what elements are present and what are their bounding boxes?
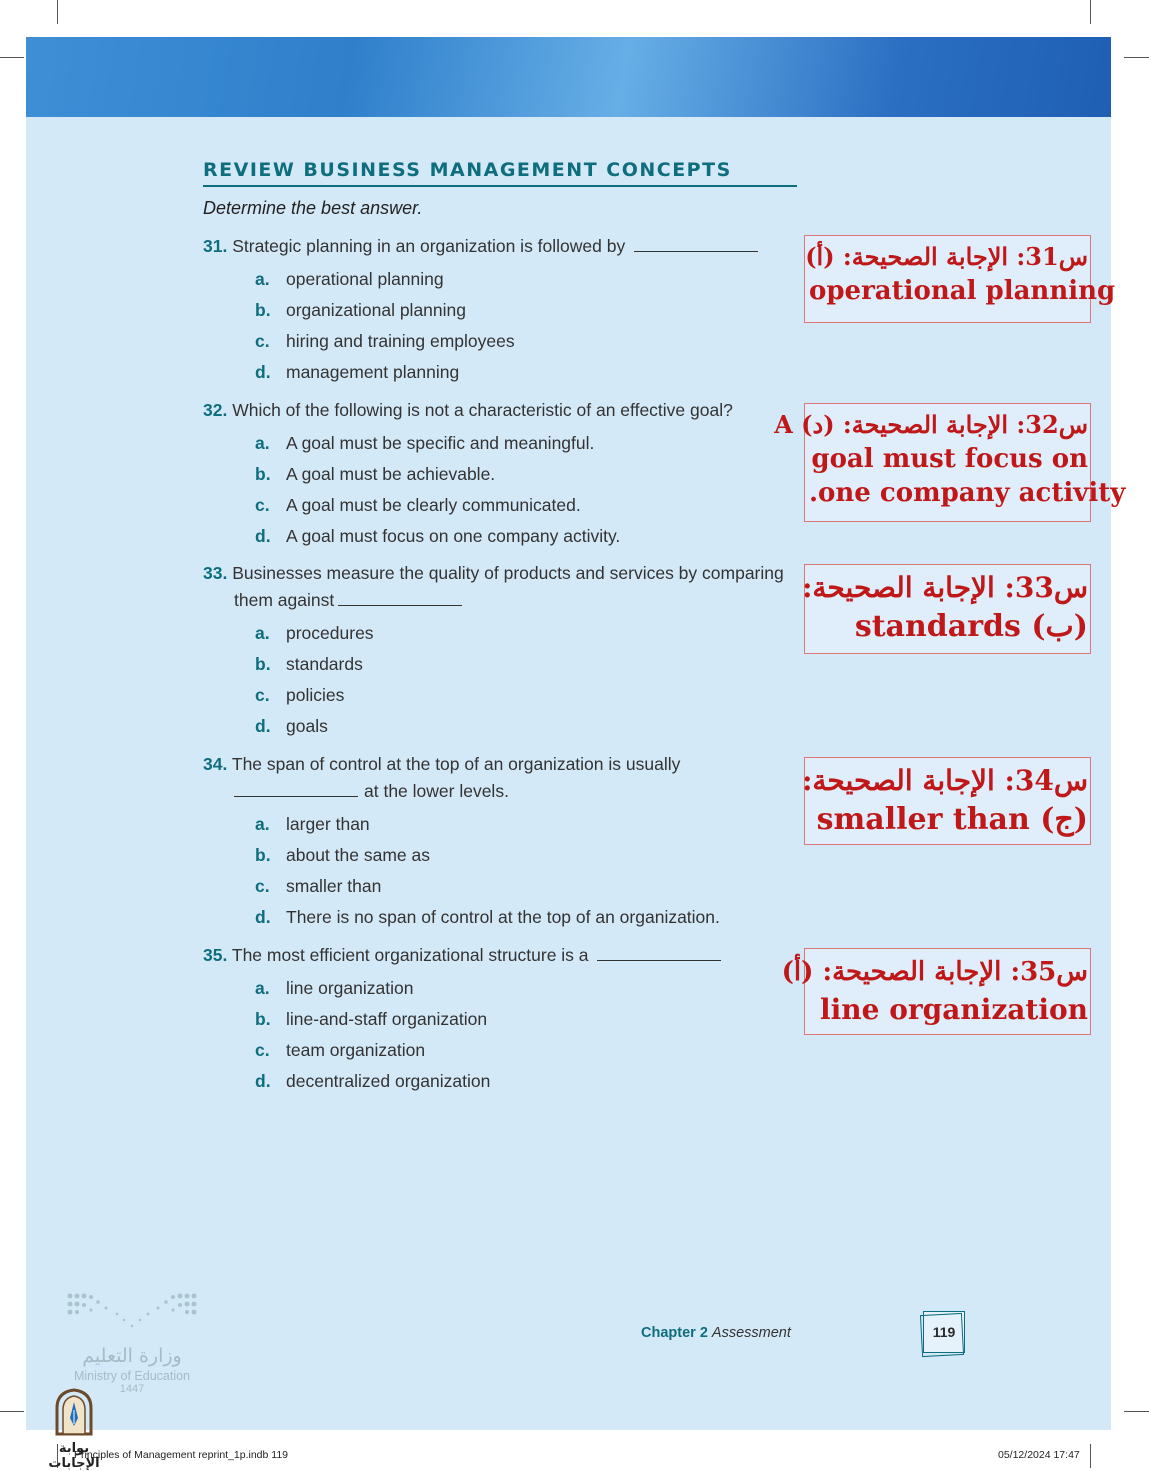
header-banner: [26, 37, 1111, 117]
option-a: a. operational planning: [255, 269, 444, 289]
option-list: [203, 428, 803, 552]
option-b: b. standards: [255, 654, 363, 674]
question-text: Businesses measure the quality of products and services by comparing: [232, 563, 784, 583]
option-c: c. policies: [255, 685, 345, 705]
question-35: [203, 942, 803, 1097]
option-b: b. organizational planning: [255, 300, 466, 320]
ministry-name-en: Ministry of Education: [73, 1369, 191, 1383]
footer-chapter: [641, 1325, 791, 1341]
question-number: 34.: [203, 754, 228, 774]
answer-text: standards (ب): [854, 609, 1088, 644]
answer-blank: [597, 946, 721, 961]
option-b: b. line-and-staff organization: [255, 1009, 488, 1029]
option-a: a. larger than: [255, 814, 370, 834]
answer-box-35: [781, 948, 1091, 1035]
instructions: Determine the best answer.: [203, 198, 423, 218]
ministry-name-ar: وزارة التعليم: [82, 1345, 182, 1367]
question-text-cont: them against: [234, 590, 335, 610]
option-d: d. A goal must focus on one company activity.: [255, 526, 621, 546]
answer-label: س35: الإجابة الصحيحة: (أ): [781, 957, 1088, 987]
section-title: REVIEW BUSINESS MANAGEMENT CONCEPTS: [203, 159, 797, 187]
answer-box-32: [774, 403, 1126, 522]
question-34: [203, 751, 803, 933]
option-b: b. A goal must be achievable.: [255, 464, 496, 484]
question-text: The span of control at the top of an organization is usually: [231, 754, 681, 774]
option-c: c. A goal must be clearly communicated.: [255, 495, 581, 515]
crop-mark: [0, 1411, 24, 1412]
option-c: c. hiring and training employees: [255, 331, 515, 351]
option-d: d. There is no span of control at the top of an organization.: [255, 907, 720, 927]
answer-box-31: [804, 235, 1116, 323]
option-list: [203, 973, 803, 1097]
answer-box-33: [804, 564, 1091, 654]
question-32: [203, 397, 803, 552]
crop-mark: [1090, 1444, 1091, 1468]
question-text: Strategic planning in an organization is followed by: [232, 236, 626, 256]
question-stem: [203, 942, 803, 969]
question-text-cont: at the lower levels.: [364, 781, 509, 801]
question-31: [203, 233, 803, 388]
crop-mark: [0, 57, 24, 58]
page-number: 119: [923, 1311, 965, 1353]
chapter-subtitle: Assessment: [711, 1325, 791, 1341]
option-d: d. decentralized organization: [255, 1071, 491, 1091]
answer-text: operational planning: [809, 276, 1116, 306]
option-a: a. line organization: [255, 978, 414, 998]
crop-mark: [1124, 57, 1149, 58]
option-d: d. goals: [255, 716, 328, 736]
question-number: 31.: [203, 236, 228, 256]
option-d: d. management planning: [255, 362, 460, 382]
answer-blank: [634, 237, 758, 252]
ministry-year: 1447: [119, 1383, 145, 1395]
answer-blank: [338, 591, 462, 606]
ministry-logo: [62, 1290, 202, 1395]
answer-label: س32: الإجابة الصحيحة: (د) A: [774, 410, 1088, 439]
crop-mark: [1090, 0, 1091, 24]
crop-mark: [1124, 1411, 1149, 1412]
answer-text-cont: .one company activity: [809, 478, 1126, 508]
mosque-pen-icon: [51, 1388, 97, 1436]
answer-box-34: [804, 757, 1091, 845]
portal-name: بوابة الإجابات: [48, 1441, 100, 1471]
answer-label: س33: الإجابة الصحيحة:: [802, 571, 1088, 604]
option-c: c. team organization: [255, 1040, 426, 1060]
option-c: c. smaller than: [255, 876, 382, 896]
question-number: 32.: [203, 400, 228, 420]
question-number: 35.: [203, 945, 228, 965]
question-text: The most efficient organizational structure is a: [231, 945, 589, 965]
question-number: 33.: [203, 563, 228, 583]
question-33: [203, 560, 803, 742]
option-a: a. A goal must be specific and meaningful.: [255, 433, 595, 453]
option-a: a. procedures: [255, 623, 374, 643]
answer-label: س34: الإجابة الصحيحة:: [802, 764, 1088, 797]
question-text: Which of the following is not a characteristic of an effective goal?: [232, 400, 733, 420]
option-b: b. about the same as: [255, 845, 430, 865]
chapter-label: Chapter 2: [641, 1325, 708, 1341]
ministry-dots-icon: [62, 1290, 202, 1336]
answer-text: smaller than (ج): [816, 802, 1088, 837]
question-stem: [203, 560, 803, 614]
textbook-page: [26, 37, 1126, 1430]
answer-text: line organization: [820, 993, 1088, 1026]
question-stem: [203, 397, 803, 424]
crop-mark: [57, 0, 58, 24]
option-list: [203, 264, 803, 388]
option-list: [203, 618, 803, 742]
print-date-info: 05/12/2024 17:47: [998, 1449, 1080, 1461]
print-file-info: Principles of Management reprint_1p.indb 119: [74, 1449, 289, 1461]
answer-blank: [234, 782, 358, 797]
option-list: [203, 809, 803, 933]
question-stem: [203, 233, 803, 260]
answer-text: goal must focus on: [811, 444, 1088, 474]
question-stem: [203, 751, 803, 805]
answer-label: س31: الإجابة الصحيحة: (أ): [805, 242, 1088, 271]
